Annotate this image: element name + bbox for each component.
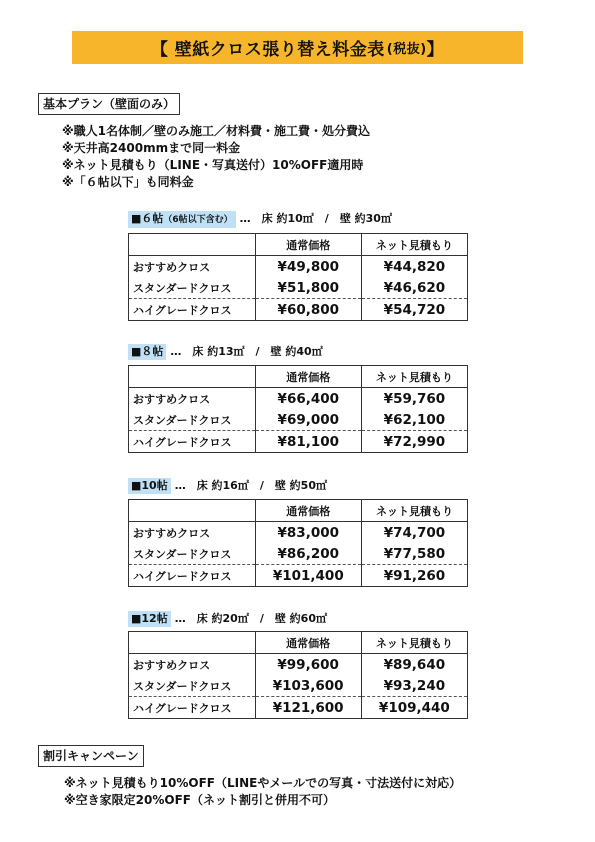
normal-price: ¥60,800: [255, 299, 361, 321]
table-row: [129, 543, 468, 565]
basic-plan-heading: 基本プラン（壁面のみ）: [38, 93, 180, 115]
net-price: ¥46,620: [361, 277, 467, 299]
table-row: [129, 299, 468, 321]
net-price: ¥109,440: [361, 697, 467, 719]
campaign-note: ※空き家限定20%OFF（ネット割引と併用不可）: [64, 793, 335, 807]
table-row: [129, 522, 468, 544]
cloth-name: おすすめクロス: [129, 522, 256, 544]
table-row: [129, 675, 468, 697]
block-12jo-heading: [128, 611, 327, 627]
title-main: 【 壁紙クロス張り替え料金表: [150, 40, 385, 60]
header-net-price: ネット見積もり: [361, 500, 467, 522]
cloth-name: おすすめクロス: [129, 256, 256, 278]
net-price: ¥54,720: [361, 299, 467, 321]
price-table-8jo: [128, 365, 468, 453]
campaign-heading: 割引キャンペーン: [38, 745, 144, 767]
table-header-row: [129, 234, 468, 256]
cloth-name: ハイグレードクロス: [129, 431, 256, 453]
table-row: [129, 654, 468, 676]
block-8jo-heading: [128, 344, 323, 360]
table-row: [129, 697, 468, 719]
room-size-sub: （6帖以下含む）: [163, 214, 233, 225]
normal-price: ¥69,000: [255, 409, 361, 431]
cloth-name: おすすめクロス: [129, 388, 256, 410]
net-price: ¥91,260: [361, 565, 467, 587]
area-info: … 床 約16㎡ / 壁 約50㎡: [174, 479, 327, 492]
cloth-name: スタンダードクロス: [129, 409, 256, 431]
table-header-row: [129, 632, 468, 654]
room-size-tag: [128, 611, 171, 627]
campaign-note: ※ネット見積もり10%OFF（LINEやメールでの写真・寸法送付に対応）: [64, 776, 462, 790]
area-info: … 床 約13㎡ / 壁 約40㎡: [170, 345, 323, 358]
price-table-10jo: [128, 499, 468, 587]
normal-price: ¥81,100: [255, 431, 361, 453]
table-header-row: [129, 366, 468, 388]
net-price: ¥93,240: [361, 675, 467, 697]
normal-price: ¥101,400: [255, 565, 361, 587]
header-blank: [129, 632, 256, 654]
price-table-6jo: [128, 233, 468, 321]
basic-note: ※「６帖以下」も同料金: [62, 175, 194, 189]
block-6jo-heading: [128, 211, 392, 227]
header-net-price: ネット見積もり: [361, 366, 467, 388]
title-close: 】: [426, 40, 445, 60]
normal-price: ¥83,000: [255, 522, 361, 544]
net-price: ¥89,640: [361, 654, 467, 676]
cloth-name: スタンダードクロス: [129, 543, 256, 565]
table-row: [129, 565, 468, 587]
room-size-label: ■10帖: [131, 479, 168, 492]
area-info: … 床 約10㎡ / 壁 約30㎡: [239, 212, 392, 225]
cloth-name: スタンダードクロス: [129, 277, 256, 299]
basic-note: ※天井高2400mmまで同一料金: [62, 141, 241, 155]
normal-price: ¥51,800: [255, 277, 361, 299]
room-size-label: ■６帖: [131, 211, 164, 225]
table-header-row: [129, 500, 468, 522]
net-price: ¥62,100: [361, 409, 467, 431]
net-price: ¥72,990: [361, 431, 467, 453]
header-normal-price: 通常価格: [255, 234, 361, 256]
room-size-tag: [128, 344, 166, 360]
normal-price: ¥99,600: [255, 654, 361, 676]
room-size-label: ■12帖: [131, 612, 168, 625]
net-price: ¥74,700: [361, 522, 467, 544]
cloth-name: スタンダードクロス: [129, 675, 256, 697]
basic-note: ※職人1名体制／壁のみ施工／材料費・施工費・処分費込: [62, 124, 371, 138]
net-price: ¥59,760: [361, 388, 467, 410]
table-row: [129, 277, 468, 299]
normal-price: ¥86,200: [255, 543, 361, 565]
table-row: [129, 431, 468, 453]
basic-note: ※ネット見積もり（LINE・写真送付）10%OFF適用時: [62, 158, 364, 172]
basic-plan-notes: [62, 123, 370, 191]
campaign-notes: [64, 775, 461, 809]
page-title: [72, 31, 523, 64]
cloth-name: ハイグレードクロス: [129, 299, 256, 321]
title-tax-note: (税抜): [386, 42, 427, 57]
normal-price: ¥49,800: [255, 256, 361, 278]
area-info: … 床 約20㎡ / 壁 約60㎡: [174, 612, 327, 625]
room-size-label: ■８帖: [131, 345, 164, 358]
normal-price: ¥66,400: [255, 388, 361, 410]
room-size-tag: [128, 211, 236, 228]
cloth-name: ハイグレードクロス: [129, 565, 256, 587]
header-blank: [129, 500, 256, 522]
cloth-name: ハイグレードクロス: [129, 697, 256, 719]
price-table-12jo: [128, 631, 468, 719]
header-normal-price: 通常価格: [255, 632, 361, 654]
normal-price: ¥121,600: [255, 697, 361, 719]
block-10jo-heading: [128, 478, 327, 494]
header-blank: [129, 366, 256, 388]
room-size-tag: [128, 478, 171, 494]
net-price: ¥44,820: [361, 256, 467, 278]
header-normal-price: 通常価格: [255, 500, 361, 522]
cloth-name: おすすめクロス: [129, 654, 256, 676]
header-net-price: ネット見積もり: [361, 632, 467, 654]
table-row: [129, 409, 468, 431]
table-row: [129, 388, 468, 410]
net-price: ¥77,580: [361, 543, 467, 565]
header-blank: [129, 234, 256, 256]
header-normal-price: 通常価格: [255, 366, 361, 388]
normal-price: ¥103,600: [255, 675, 361, 697]
header-net-price: ネット見積もり: [361, 234, 467, 256]
table-row: [129, 256, 468, 278]
